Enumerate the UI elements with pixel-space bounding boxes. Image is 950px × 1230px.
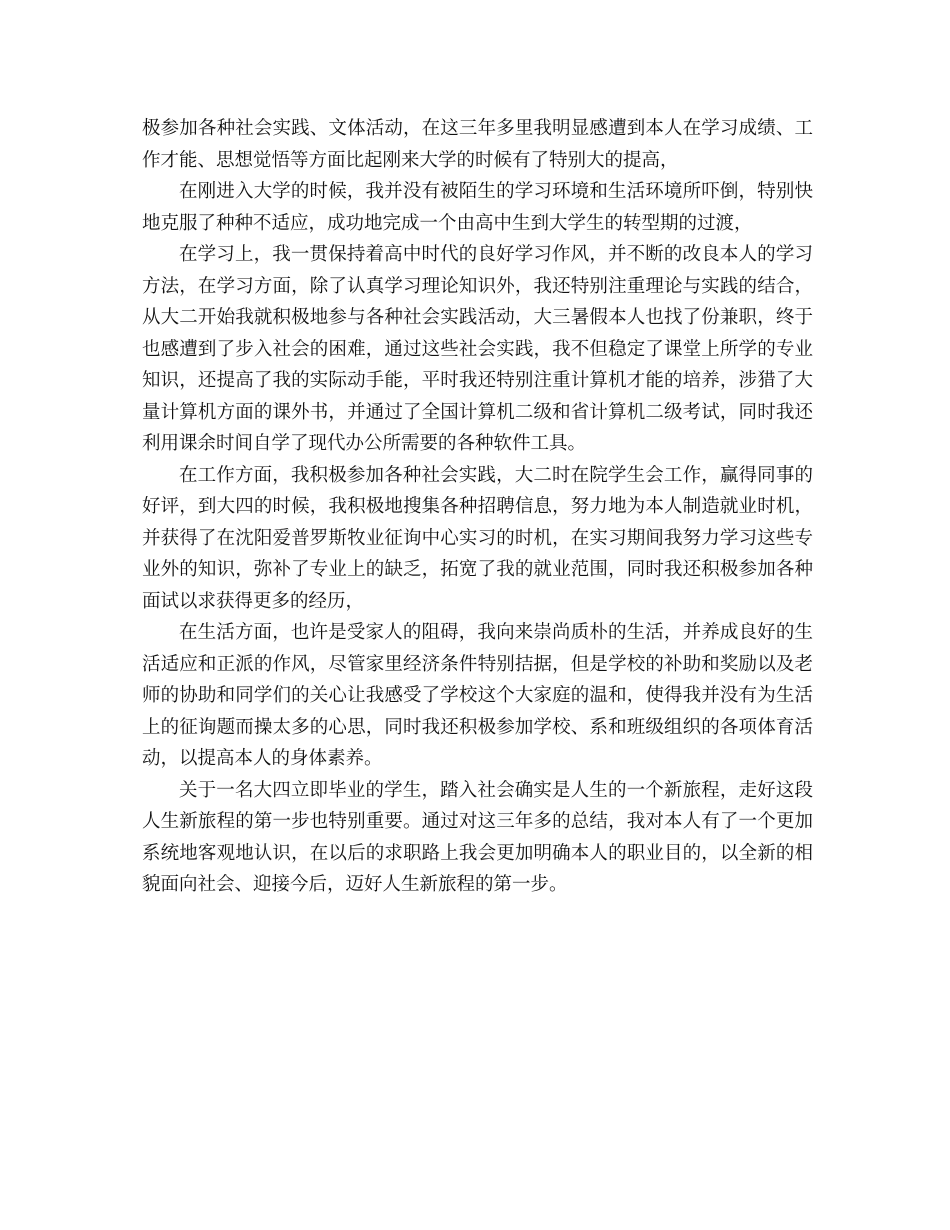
paragraph-university-entry: 在刚进入大学的时候，我并没有被陌生的学习环境和生活环境所吓倒，特别快地克服了种种不适应，成功地完成一个由高中生到大学生的转型期的过渡，	[142, 181, 813, 234]
document-body	[142, 113, 813, 901]
paragraph-conclusion: 关于一名大四立即毕业的学生，踏入社会确实是人生的一个新旅程，走好这段人生新旅程的第一步也特别重要。通过对这三年多的总结，我对本人有了一个更加系统地客观地认识，在以后的求职路上我会更加明确本人的职业目的，以全新的相貌面向社会、迎接今后，迈好人生新旅程的第一步。	[142, 779, 813, 895]
paragraph-study: 在学习上，我一贯保持着高中时代的良好学习作风，并不断的改良本人的学习方法，在学习方面，除了认真学习理论知识外，我还特别注重理论与实践的结合，从大二开始我就积极地参与各种社会实践活动，大三暑假本人也找了份兼职，终于也感遭到了步入社会的困难，通过这些社会实践，我不但稳定了课堂上所学的专业知识，还提高了我的实际动手能，平时我还特别注重计算机才能的培养，涉猎了大量计算机方面的课外书，并通过了全国计算机二级和省计算机二级考试，同时我还利用课余时间自学了现代办公所需要的各种软件工具。	[142, 244, 813, 454]
paragraph-continued: 极参加各种社会实践、文体活动，在这三年多里我明显感遭到本人在学习成绩、工作才能、思想觉悟等方面比起刚来大学的时候有了特别大的提高，	[142, 118, 813, 171]
paragraph-work: 在工作方面，我积极参加各种社会实践，大二时在院学生会工作，赢得同事的好评，到大四的时候，我积极地搜集各种招聘信息，努力地为本人制造就业时机，并获得了在沈阳爱普罗斯牧业征询中心实习的时机，在实习期间我努力学习这些专业外的知识，弥补了专业上的缺乏，拓宽了我的就业范围，同时我还积极参加各种面试以求获得更多的经历，	[142, 464, 813, 612]
paragraph-life: 在生活方面，也许是受家人的阻碍，我向来崇尚质朴的生活，并养成良好的生活适应和正派的作风，尽管家里经济条件特别拮据，但是学校的补助和奖励以及老师的协助和同学们的关心让我感受了学校这个大家庭的温和，使得我并没有为生活上的征询题而操太多的心思，同时我还积极参加学校、系和班级组织的各项体育活动，以提高本人的身体素养。	[142, 622, 813, 769]
